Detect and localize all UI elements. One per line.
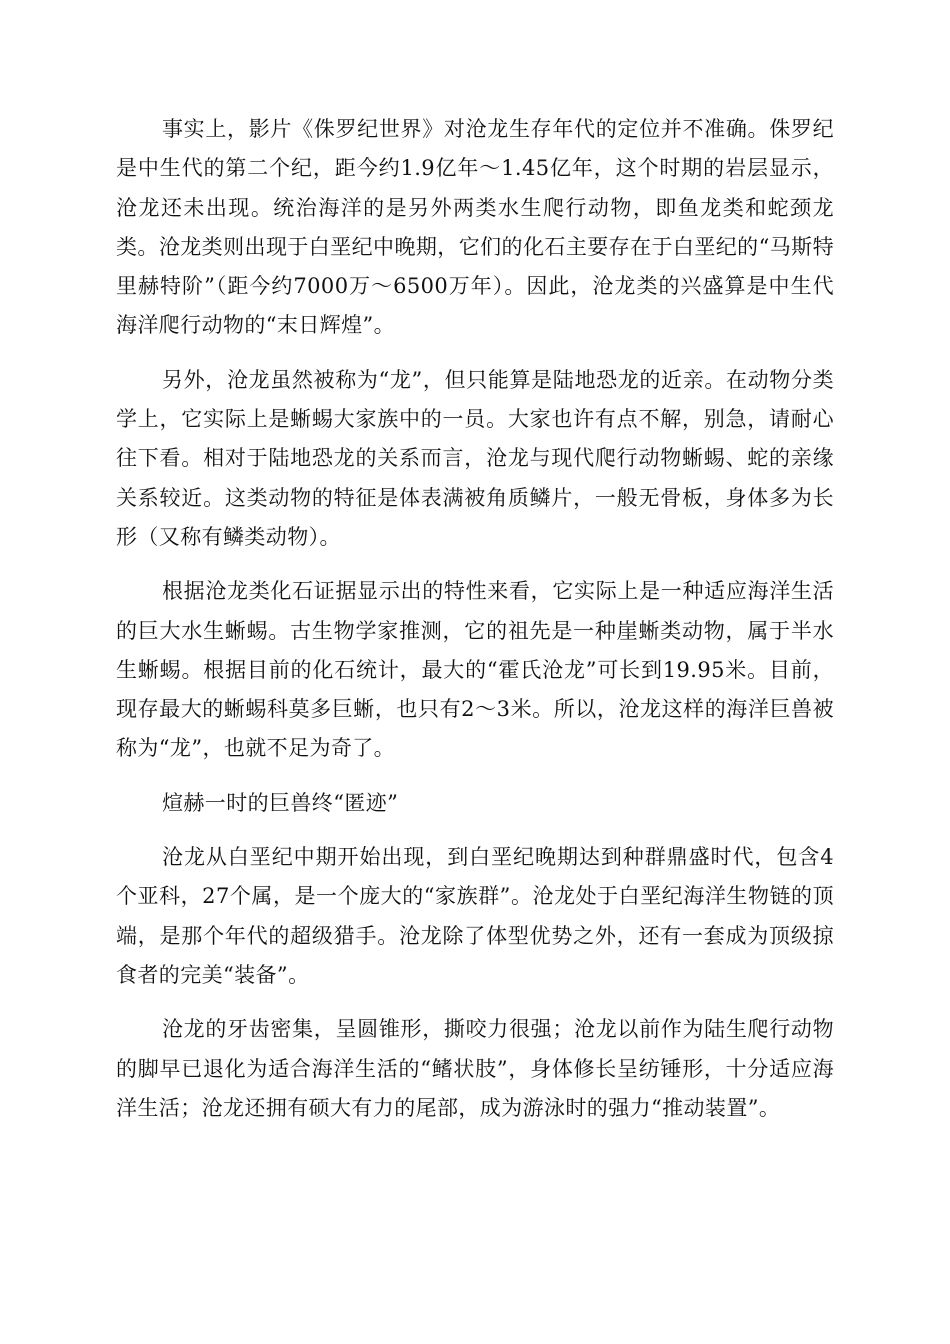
section-heading: 煊赫一时的巨兽终“匿迹” [162, 790, 399, 815]
paragraph-aquatic-lizard: 根据沧龙类化石证据显示出的特性来看，它实际上是一种适应海洋生活的巨大水生蜥蜴。古生物学家推测，它的祖先是一种崖蜥类动物，属于半水生蜥蜴。根据目前的化石统计，最大的“霍氏沧龙”可长到19.95米。目前，现存最大的蜥蜴科莫多巨蜥，也只有2～3米。所以，沧龙这样的海洋巨兽被称为“龙”，也就不足为奇了。 [116, 579, 834, 761]
paragraph-predator-equipment: 沧龙的牙齿密集，呈圆锥形，撕咬力很强；沧龙以前作为陆生爬行动物的脚早已退化为适合海洋生活的“鳍状肢”，身体修长呈纺锤形，十分适应海洋生活；沧龙还拥有硕大有力的尾部，成为游泳时的强力“推动装置”。 [116, 1017, 834, 1120]
paragraph-lizard-relation: 另外，沧龙虽然被称为“龙”，但只能算是陆地恐龙的近亲。在动物分类学上，它实际上是蜥蜴大家族中的一员。大家也许有点不解，别急，请耐心往下看。相对于陆地恐龙的关系而言，沧龙与现代爬行动物蜥蜴、蛇的亲缘关系较近。这类动物的特征是体表满被角质鳞片，一般无骨板，身体多为长形（又称有鳞类动物）。 [116, 367, 834, 549]
paragraph-cretaceous-peak: 沧龙从白垩纪中期开始出现，到白垩纪晚期达到种群鼎盛时代，包含4个亚科，27个属，是一个庞大的“家族群”。沧龙处于白垩纪海洋生物链的顶端，是那个年代的超级猎手。沧龙除了体型优势之外，还有一套成为顶级掠食者的完美“装备”。 [116, 845, 834, 987]
article-body [116, 110, 834, 1143]
paragraph-jurassic-dating: 事实上，影片《侏罗纪世界》对沧龙生存年代的定位并不准确。侏罗纪是中生代的第二个纪，距今约1.9亿年～1.45亿年，这个时期的岩层显示，沧龙还未出现。统治海洋的是另外两类水生爬行动物，即鱼龙类和蛇颈龙类。沧龙类则出现于白垩纪中晚期，它们的化石主要存在于白垩纪的“马斯特里赫特阶”（距今约7000万～6500万年）。因此，沧龙类的兴盛算是中生代海洋爬行动物的“末日辉煌”。 [116, 117, 834, 338]
